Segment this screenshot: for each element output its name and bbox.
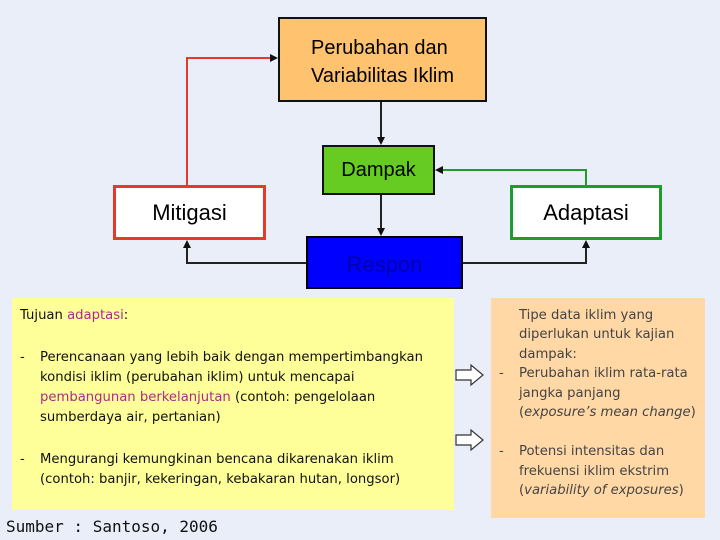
- impact-data-box: [491, 298, 705, 518]
- adaptation-goals-heading: [20, 306, 446, 326]
- goal-item-2: [20, 450, 446, 490]
- impact-item-1b: [499, 364, 699, 422]
- node-adaptasi: Adaptasi: [510, 185, 662, 240]
- arrow-mitigasi-to-top: [187, 58, 276, 185]
- impact-2-italic: variability of exposures: [524, 483, 679, 499]
- goal-1-text: Perencanaan yang lebih baik dengan mempertimbangkan kondisi iklim (perubahan iklim) untuk mencapai: [40, 350, 423, 385]
- source-citation: Sumber : Santoso, 2006: [6, 517, 218, 536]
- node-climate-change: [278, 17, 487, 102]
- node-respon: Respon: [306, 236, 463, 289]
- hollow-arrow-icon-1: [454, 363, 486, 391]
- bullet-space: [499, 306, 519, 364]
- node-dampak: Dampak: [322, 145, 435, 195]
- goal-2-text: Mengurangi kemungkinan bencana dikarenakan iklim (contoh: banjir, kekeringan, kebakaran hutan, longsor): [40, 452, 401, 487]
- arrow-respon-to-adaptasi: [463, 242, 586, 263]
- node-mitigasi: Mitigasi: [113, 185, 266, 240]
- node-climate-change-line2: Variabilitas Iklim: [311, 64, 454, 87]
- impact-1-text: Perubahan iklim rata-rata jangka panjang (: [519, 366, 688, 421]
- bullet-dash: -: [20, 452, 25, 467]
- impact-item-1: [499, 306, 699, 364]
- impact-1-intro: Tipe data iklim yang diperlukan untuk kajian dampak:: [519, 308, 675, 362]
- node-climate-change-line1: Perubahan dan: [311, 36, 448, 59]
- heading-text: Tujuan: [20, 308, 68, 323]
- goal-1-example: (contoh: pengelolaan sumberdaya air, pertanian): [40, 390, 376, 425]
- bullet-dash: -: [499, 444, 504, 460]
- adaptation-goals-box: [12, 298, 454, 510]
- impact-2-close: ): [678, 483, 684, 499]
- goal-item-1: [20, 348, 446, 428]
- heading-highlight: adaptasi: [67, 308, 124, 323]
- impact-1-close: ): [690, 405, 696, 421]
- impact-1-italic: exposure’s mean change: [524, 405, 691, 421]
- goal-1-highlight: pembangunan berkelanjutan: [40, 390, 231, 405]
- bullet-dash: -: [20, 350, 25, 365]
- impact-item-2: [499, 442, 699, 500]
- hollow-arrow-icon-2: [454, 428, 486, 456]
- impact-2-text: Potensi intensitas dan frekuensi iklim ekstrim (: [519, 444, 670, 499]
- bullet-dash: -: [499, 366, 504, 382]
- arrow-adaptasi-to-dampak: [437, 170, 586, 185]
- heading-colon: :: [123, 308, 129, 323]
- arrow-respon-to-mitigasi: [187, 242, 306, 263]
